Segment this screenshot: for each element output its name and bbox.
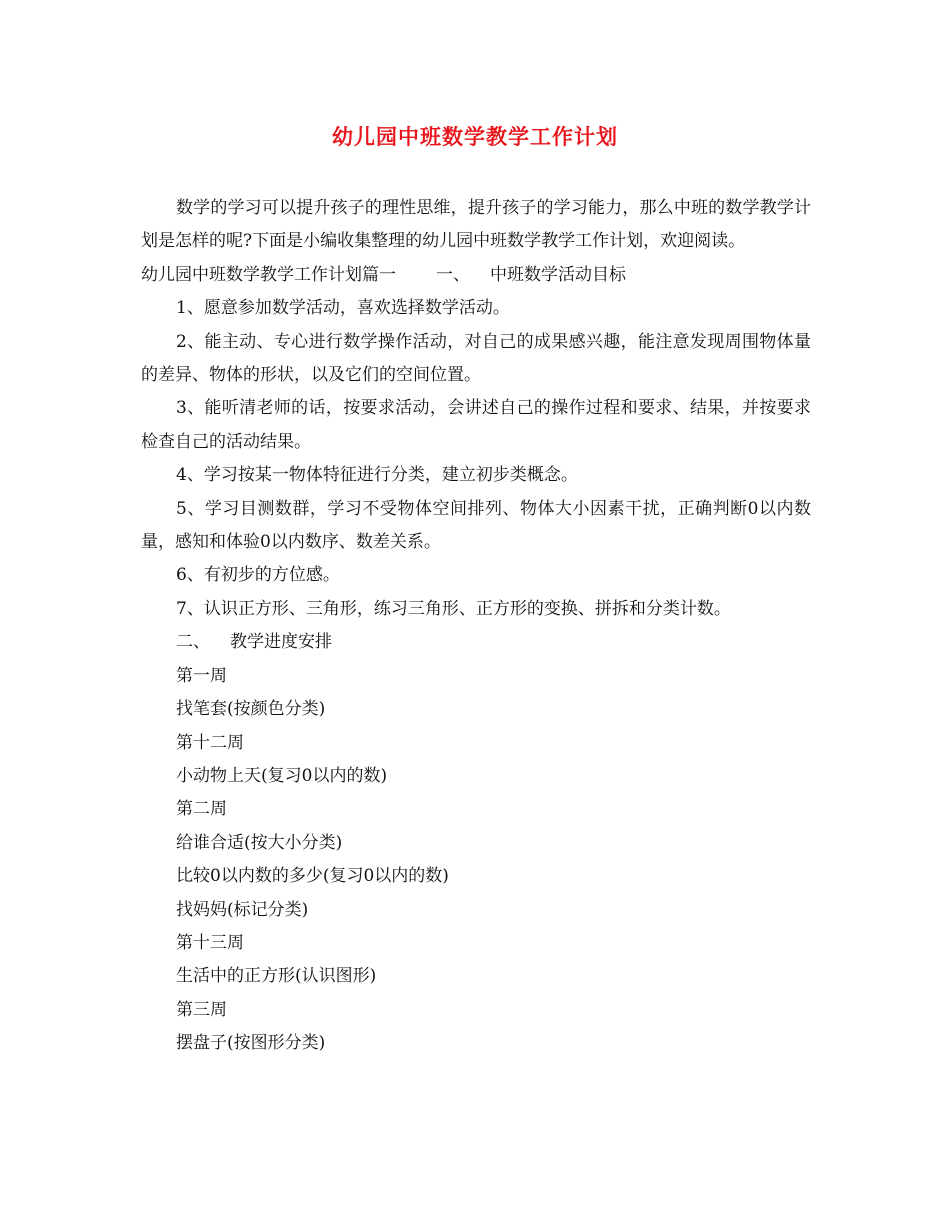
schedule-item: 摆盘子(按图形分类) <box>176 1033 326 1054</box>
goal-item: 6、有初步的方位感。 <box>176 565 340 586</box>
goal-item: 5、学习目测数群，学习不受物体空间排列、物体大小因素干扰，正确判断0以内数量，感知和体验0以内数序、数差关系。 <box>141 498 811 553</box>
goal-item: 2、能主动、专心进行数学操作活动，对自己的成果感兴趣，能注意发现周围物体量的差异、物体的形状，以及它们的空间位置。 <box>141 331 811 386</box>
section-1-heading-number: 一、 <box>436 264 470 285</box>
schedule-item: 第三周 <box>176 999 227 1020</box>
schedule-item: 第二周 <box>176 799 227 820</box>
schedule-item: 第十三周 <box>176 932 244 953</box>
goal-item: 7、认识正方形、三角形，练习三角形、正方形的变换、拼拆和分类计数。 <box>176 598 731 619</box>
intro-paragraph: 数学的学习可以提升孩子的理性思维，提升孩子的学习能力，那么中班的数学教学计划是怎样的呢?下面是小编收集整理的幼儿园中班数学教学工作计划，欢迎阅读。 <box>141 198 811 252</box>
document-title: 幼儿园中班数学教学工作计划 <box>332 124 618 149</box>
schedule-item: 生活中的正方形(认识图形) <box>176 966 377 987</box>
document-body <box>141 192 811 1061</box>
section-2-heading-line <box>141 626 811 659</box>
section-2-heading: 教学进度安排 <box>230 632 332 653</box>
schedule-item: 小动物上天(复习0以内的数) <box>176 765 388 786</box>
schedule-item: 给谁合适(按大小分类) <box>176 832 343 853</box>
section-2-heading-number: 二、 <box>176 632 210 653</box>
goal-item: 4、学习按某一物体特征进行分类，建立初步类概念。 <box>176 465 578 486</box>
goal-item: 3、能听清老师的话，按要求活动，会讲述自己的操作过程和要求、结果，并按要求检查自己的活动结果。 <box>141 398 811 452</box>
schedule-item: 比较0以内数的多少(复习0以内的数) <box>176 866 449 887</box>
schedule-item: 第一周 <box>176 665 227 686</box>
section-1-prefix: 幼儿园中班数学教学工作计划篇一 <box>141 264 396 285</box>
goal-item: 1、愿意参加数学活动，喜欢选择数学活动。 <box>176 298 510 319</box>
section-1-heading: 中班数学活动目标 <box>490 264 626 285</box>
schedule-item: 第十二周 <box>176 732 244 753</box>
schedule-item: 找妈妈(标记分类) <box>176 899 309 920</box>
section-1-heading-line <box>141 259 811 292</box>
schedule-item: 找笔套(按颜色分类) <box>176 699 326 720</box>
